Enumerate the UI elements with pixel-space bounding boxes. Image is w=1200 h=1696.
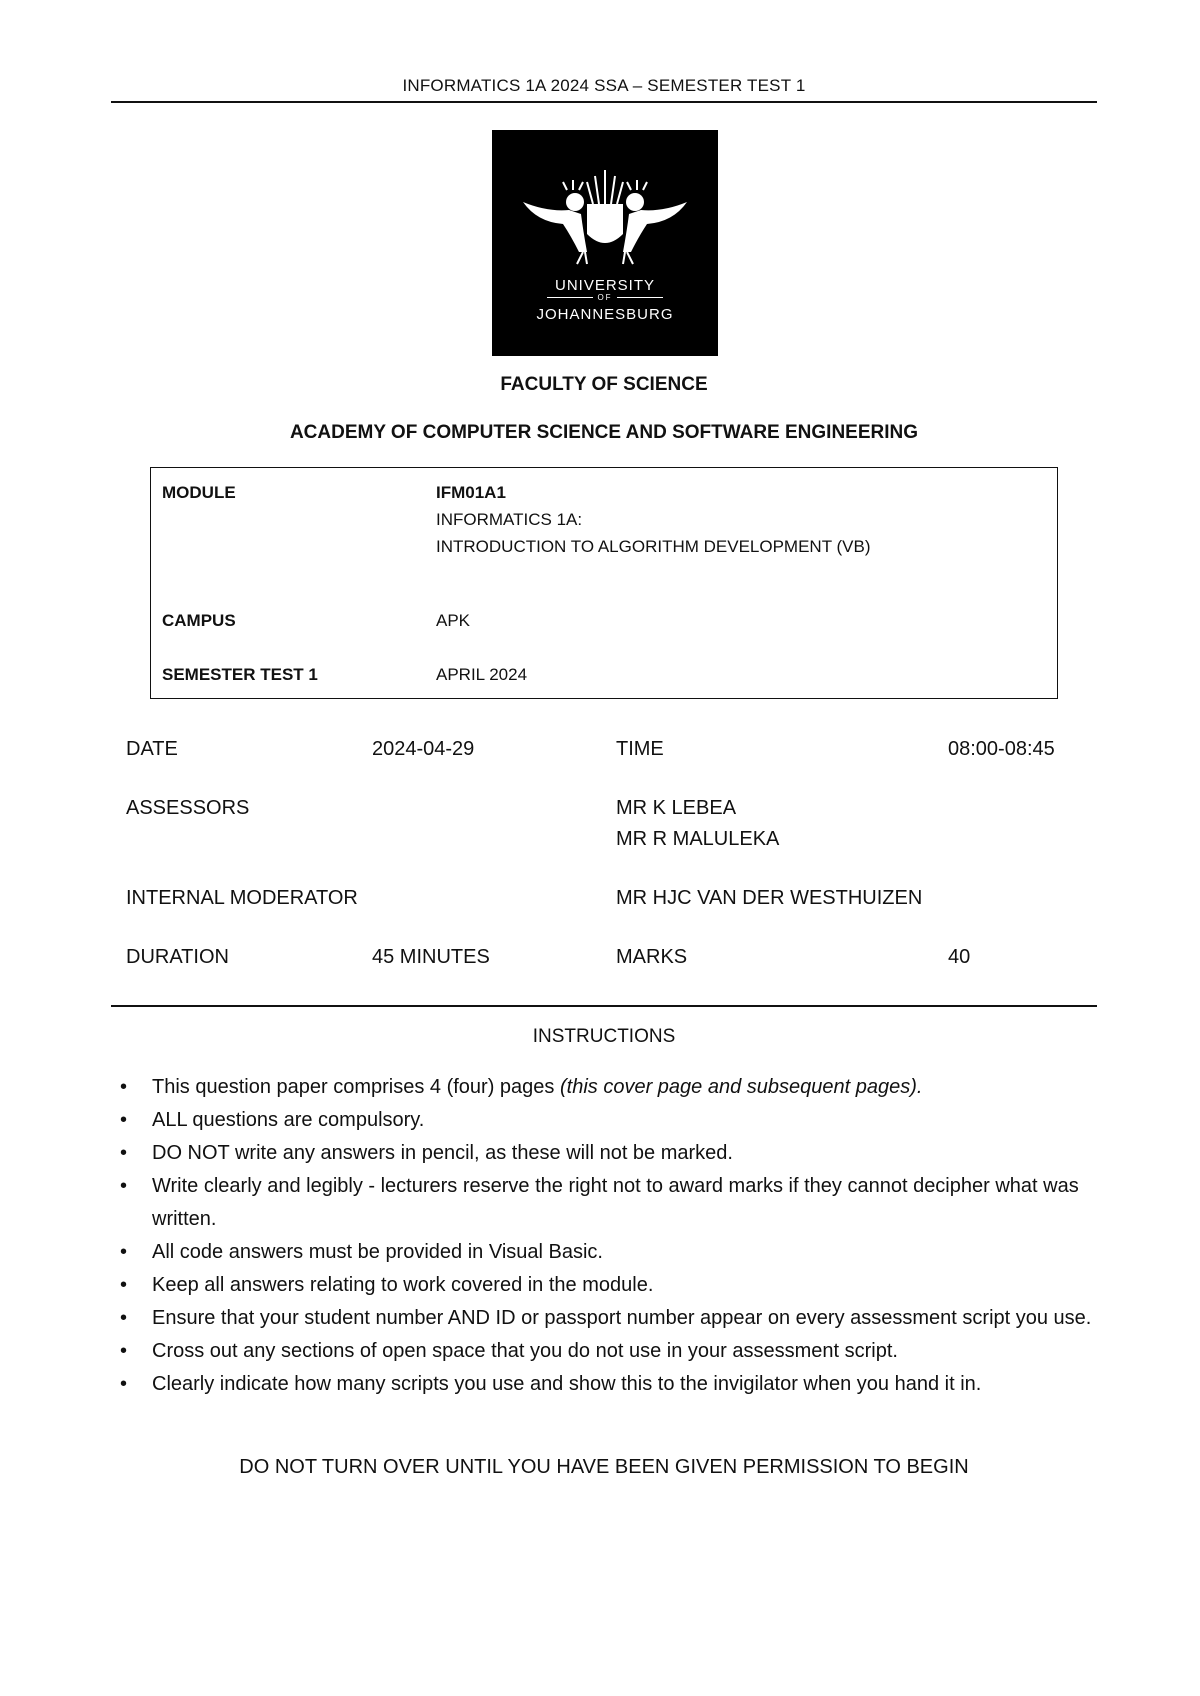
- logo-text-university: UNIVERSITY: [554, 277, 655, 294]
- list-item: • ALL questions are compulsory.: [120, 1109, 425, 1131]
- time-value: 08:00-08:45: [948, 738, 1055, 760]
- date-label: DATE: [126, 738, 178, 760]
- duration-label: DURATION: [126, 946, 229, 968]
- list-item: • DO NOT write any answers in pencil, as these will not be marked.: [120, 1142, 733, 1164]
- section-rule: [111, 1005, 1097, 1007]
- list-item: • Clearly indicate how many scripts you use and show this to the invigilator when you hand it in.: [120, 1373, 982, 1395]
- moderator-label: INTERNAL MODERATOR: [126, 887, 358, 909]
- assessors-label: ASSESSORS: [126, 797, 250, 819]
- module-description: INTRODUCTION TO ALGORITHM DEVELOPMENT (VB): [436, 537, 871, 556]
- logo-text-of: OF: [492, 293, 718, 302]
- start-permission-notice: DO NOT TURN OVER UNTIL YOU HAVE BEEN GIVEN PERMISSION TO BEGIN: [239, 1456, 969, 1478]
- duration-value: 45 MINUTES: [372, 946, 490, 968]
- list-item: • This question paper comprises 4 (four) pages (this cover page and subsequent pages).: [120, 1076, 923, 1098]
- list-item: • Cross out any sections of open space that you do not use in your assessment script.: [120, 1340, 898, 1362]
- emblem-icon: [517, 160, 693, 272]
- campus-label: CAMPUS: [162, 611, 236, 630]
- university-logo: [492, 130, 718, 356]
- instructions-title: INSTRUCTIONS: [532, 1026, 676, 1047]
- date-value: 2024-04-29: [372, 738, 475, 760]
- assessor-1: MR K LEBEA: [616, 797, 737, 819]
- faculty-title: FACULTY OF SCIENCE: [500, 374, 708, 395]
- moderator-value: MR HJC VAN DER WESTHUIZEN: [616, 887, 923, 909]
- instructions-list: [120, 1071, 1100, 1401]
- marks-value: 40: [948, 946, 971, 968]
- module-name: INFORMATICS 1A:: [436, 510, 583, 529]
- list-item: • Write clearly and legibly - lecturers reserve the right not to award marks if they cannot decipher what was written.: [120, 1175, 1079, 1230]
- list-item: • Ensure that your student number AND ID or passport number appear on every assessment script you use.: [120, 1307, 1092, 1329]
- module-label: MODULE: [162, 483, 236, 502]
- semester-test-label: SEMESTER TEST 1: [162, 665, 318, 684]
- semester-test-value: APRIL 2024: [436, 665, 528, 684]
- marks-label: MARKS: [616, 946, 688, 968]
- campus-value: APK: [436, 611, 471, 630]
- module-code: IFM01A1: [436, 483, 506, 502]
- module-info-box: [150, 467, 1058, 699]
- assessor-2: MR R MALULEKA: [616, 828, 780, 850]
- header-rule: [111, 101, 1097, 103]
- list-item: • All code answers must be provided in Visual Basic.: [120, 1241, 603, 1263]
- page-header: INFORMATICS 1A 2024 SSA – SEMESTER TEST 1: [402, 76, 806, 95]
- academy-title: ACADEMY OF COMPUTER SCIENCE AND SOFTWARE ENGINEERING: [289, 422, 919, 443]
- logo-text-johannesburg: JOHANNESBURG: [536, 306, 674, 323]
- list-item: • Keep all answers relating to work covered in the module.: [120, 1274, 654, 1296]
- time-label: TIME: [616, 738, 664, 760]
